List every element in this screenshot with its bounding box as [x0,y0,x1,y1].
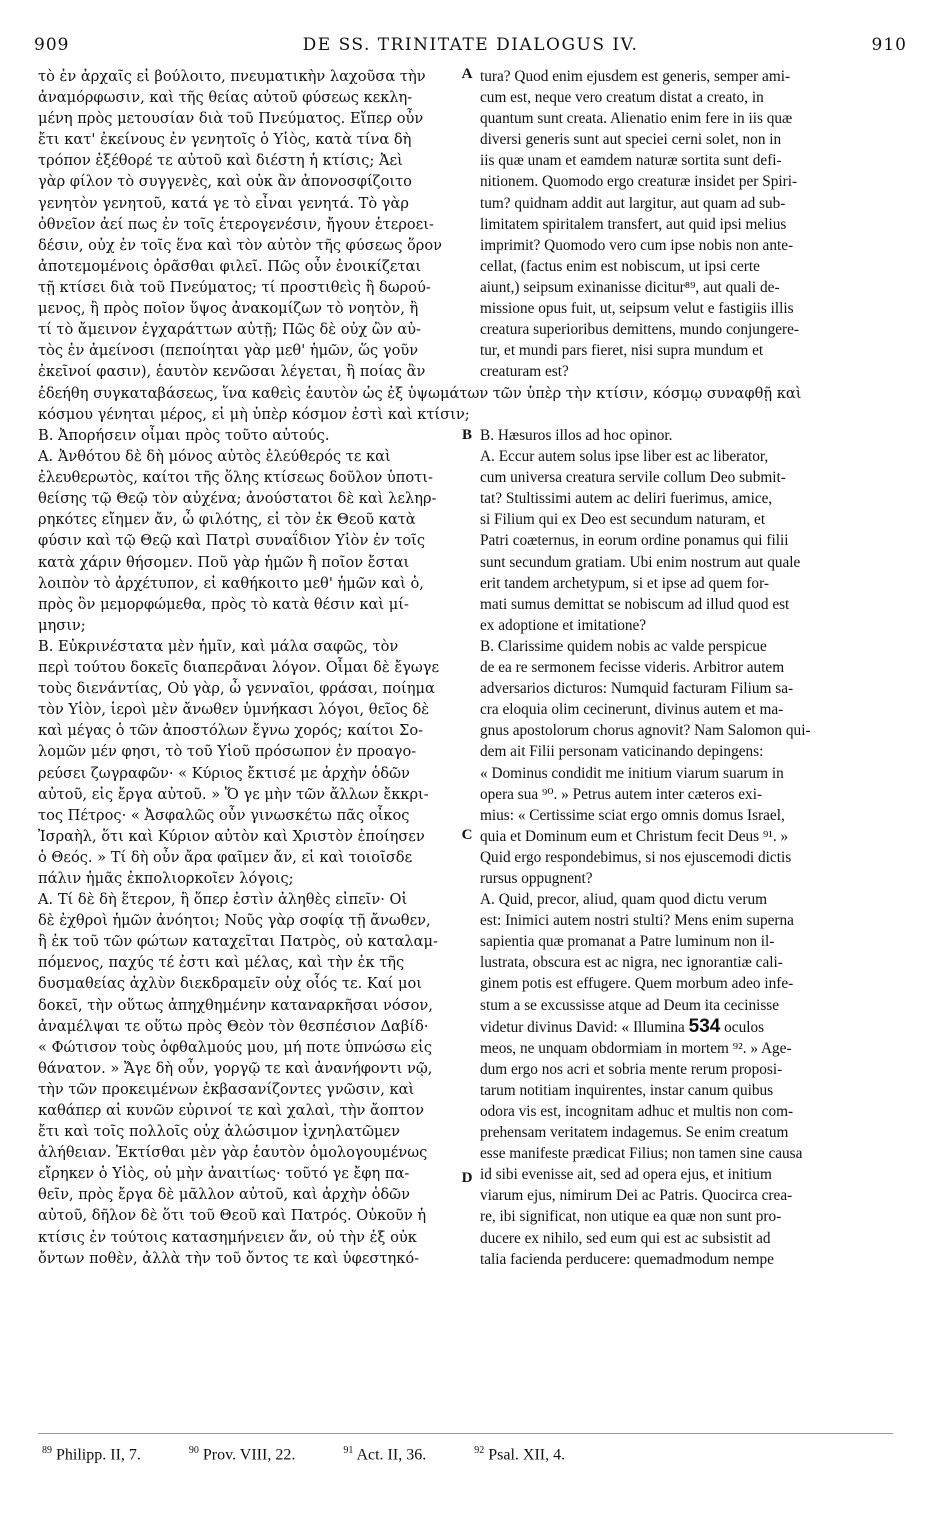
latin-text-line: imprimit? Quomodo vero cum ipse nobis non ante- [480,236,794,254]
latin-column-top [480,66,893,382]
latin-text-line: Quid ergo respondebimus, si nos ejuscemodi dictis [480,848,792,866]
footnote-number: 92 [474,1445,485,1456]
footnote-number: 90 [188,1445,199,1456]
latin-text-line: A. Quid, precor, aliud, quam quod dictu verum [480,891,767,909]
latin-text-line: est: Inimici autem nostri stulti? Mens enim superna [480,912,794,930]
latin-text-line: rursus oppugnent? [480,869,593,887]
greek-text-line: τοὺς διενάντίας, Οὐ γὰρ, ὦ γενναῖοι, φράσαι, ποίημα [38,680,435,698]
greek-text-line: τὴν τῶν προκειμένων ἐκβασανίζοντες γνῶσιν, καὶ [38,1080,415,1098]
greek-text-line: « Φώτισον τοὺς ὀφθαλμούς μου, μή ποτε ὑπνώσω εἰς [38,1038,433,1056]
latin-text-line: tat? Stultissimi autem ac deliri fuerimus, amice, [480,490,773,508]
latin-text-line: « Dominus condidit me initium viarum suarum in [480,764,784,782]
latin-text-line: cum est, neque vero creatum distat a creato, in [480,89,764,107]
greek-text-line: τὸ ἐν ἀρχαῖς εἰ βούλοιτο, πνευματικὴν λαχοῦσα τὴν [38,68,426,85]
latin-text-line: re, ibi significat, non utique ea quæ non sunt pro- [480,1208,782,1226]
latin-text-line: tura? Quod enim ejusdem est generis, semper ami- [480,68,791,85]
greek-text-line: λομῶν μέν φησι, τὸ τοῦ Υἱοῦ πρόσωπον ἐν προαγο- [38,743,417,761]
latin-text-line: dem ait Filii personam vaticinando depingens: [480,743,764,761]
latin-text-line: nitionem. Quomodo ergo creaturæ insidet per Spiri- [480,173,798,191]
latin-text-line: B. Hæsuros illos ad hoc opinor. [480,427,673,444]
latin-text-line: stum a se excussisse atque ad Deum ita cecinisse [480,996,780,1014]
latin-text-line: cra eloquia olim cecinerunt, divinus autem et ma- [480,701,784,719]
greek-text-line: μένη πρὸς μετουσίαν διὰ τοῦ Πνεύματος. Εἴπερ οὖν [38,110,424,128]
greek-text-line: ρηκότες εἴημεν ἄν, ὦ φιλότης, εἰ τὸν ἐκ Θεοῦ κατὰ [38,511,416,529]
latin-text-line: mius: « Certissime sciat ergo omnis domus Israel, [480,806,785,824]
section-marker-c: C [461,827,473,843]
greek-text-line: αὐτοῦ, εἰς ἔργα αὐτοῦ. » Ὅ γε μὴν τῶν ἄλλων ἔκκρι- [38,785,429,803]
greek-text-line: γενητὸν γενητοῦ, κατά γε τὸ εἶναι γενητά. Τὸ γὰρ [38,194,409,212]
latin-text-line [480,1016,893,1038]
greek-text-line: ἔτι καὶ τοῖς πολλοῖς οὐχ ἁλώσιμον ἰχνηλατῶμεν [38,1123,400,1141]
greek-text-line: ὄντων ποθὲν, ἀλλὰ τὴν τοῦ ὄντος τε καὶ ὑφεστηκό- [38,1249,420,1267]
greek-text-line: δέσιν, οὐχ ἐν τοῖς ἕνα καὶ τὸν αὐτὸν τῆς φύσεως ὅρον [38,236,443,254]
greek-text-line: θείσης τῷ Θεῷ τὸν αὐχένα; ἀνούστατοι δὲ καὶ λεληρ- [38,490,437,508]
latin-text-fragment: oculos [724,1018,765,1036]
greek-text-line: ἢ ἐκ τοῦ τῶν φώτων καταχεῖται Πατρὸς, οὐ καταλαμ- [38,933,438,951]
greek-text-line: φύσιν καὶ τῷ Θεῷ καὶ Πατρὶ συναΐδιον Υἱὸν ἐν τοῖς [38,532,426,550]
column-number: 534 [688,1015,721,1037]
latin-text-line: cellat, (factus enim est nobiscum, ut ipsi certe [480,257,760,275]
footnote-text: Act. II, 36. [356,1446,427,1464]
greek-text-line: A. Τί δὲ δὴ ἕτερον, ἢ ὅπερ ἐστὶν ἀληθὲς εἰπεῖν· Οἱ [38,891,408,909]
running-header [34,32,907,58]
latin-text-line: prehensam veritatem indagemus. Se enim creatum [480,1124,789,1142]
latin-text-line: tarum notitiam inquirentes, instar canum quibus [480,1081,774,1099]
greek-text-line: ἐλευθερωτὸς, καίτοι τῆς ὅλης κτίσεως δοῦλον ὑποτι- [38,469,433,487]
footnote [42,1445,141,1464]
footnote-text: Psal. XII, 4. [488,1446,566,1464]
greek-text-line: ἐκεῖνοί φασιν), ἑαυτὸν κενῶσαι λέγεται, ἢ ποίας ἂν [38,363,426,381]
greek-text-line: τὸν Υἱὸν, ἱεροὶ μὲν ἄνωθεν ὑμνήκασι λόγοι, θεῖος δὲ [38,701,430,719]
greek-text-line: θάνατον. » Ἄγε δὴ οὖν, γοργῷ τε καὶ ἀνανήφοντι νῷ, [38,1059,433,1077]
latin-text-line: ex adoptione et imitatione? [480,616,647,634]
greek-text-line: πάλιν ἡμᾶς ἐκπολιορκοῖεν λόγοις; [38,869,294,887]
latin-text-line: limitatem spiritalem transfert, aut quid ipsi melius [480,215,787,233]
footnote-number: 91 [343,1445,354,1456]
latin-text-line: opera sua ⁹⁰. » Petrus autem inter cæteros exi- [480,785,763,803]
spanning-line-1: ἐδεήθη συγκαταβάσεως, ἵνα καθεὶς ἑαυτὸν ὡς ἐξ ὑψωμάτων τῶν ὑπὲρ τὴν κτίσιν, κόσμῳ συναφθῇ καὶ [38,385,802,402]
greek-text-line: Ἰσραὴλ, ὅτι καὶ Κύριον αὐτὸν καὶ Χριστὸν ἐποίησεν [38,827,425,845]
greek-text-line: ἀποτεμομένοις ὁρᾶσθαι φιλεῖ. Πῶς οὖν ἐνοικίζεται [38,257,422,275]
greek-text-line: A. Ἀνθότου δὲ δὴ μόνος αὐτὸς ἐλεύθερός τε καὶ [38,448,391,466]
section-marker-b: B [461,427,472,443]
greek-text-line: αὐτοῦ, δῆλον δὲ ὅτι τοῦ Θεοῦ καὶ Πατρός. Οὐκοῦν ἡ [38,1207,427,1225]
greek-text-line: θεῖν, πρὸς ἔργα δὲ μᾶλλον αὐτοῦ, καὶ ἀρχὴν ὁδῶν [38,1186,410,1204]
latin-text-line: quantum sunt creata. Alienatio enim fere in iis quæ [480,110,793,128]
greek-text-line: δοκεῖ, τὴν οὕτως ἀπηχθημένην καταναρκῆσαι νόσον, [38,996,433,1014]
latin-text-line: mati sumus demittat se nobiscum ad illud quod est [480,595,790,613]
latin-text-line: ginem potis est effugere. Quem morbum adeo infe- [480,975,794,993]
footnote-rule [38,1433,893,1434]
greek-text-line: δυσμαθείας ἀχλὺν διεκδραμεῖν οὐχ οἷός τε. Καί μοι [38,975,422,993]
latin-text-line: adversarios dicturos: Numquid facturam Filium sa- [480,680,794,698]
greek-text-line: κτίσις ἐν τούτοις κατασημήνειεν ἄν, οὐ τὴν ἐξ οὐκ [38,1228,417,1246]
greek-text-line: B. Ἀπορήσειν οἶμαι πρὸς τοῦτο αὐτούς. [38,427,330,444]
footnote [189,1445,295,1464]
footnote-text: Prov. VIII, 22. [202,1446,296,1464]
greek-text-line: δὲ ἐχθροὶ ἡμῶν ἀνόητοι; Νοῦς γὰρ σοφίᾳ τῇ ἄνωθεν, [38,912,431,930]
greek-text-line: ἀναμέλψαι τε οὕτω πρὸς Θεὸν τὸν θεσπέσιον Δαβίδ· [38,1017,429,1035]
greek-text-line: τί τὸ ἄμεινον ἐγχαράττων αὐτῇ; Πῶς δὲ οὐχ ὢν αὐ- [38,321,421,339]
left-page-number: 909 [34,35,70,55]
latin-column-bottom [480,425,893,1270]
greek-text-line: περὶ τούτου δοκεῖς διαπερᾶναι λόγον. Οἶμαι δὲ ἔγωγε [38,659,440,677]
latin-text-line: Patri coæternus, in eorum ordine ponamus qui filii [480,532,789,550]
greek-text-line: εἴρηκεν ὁ Υἱὸς, οὐ μὴν ἀναιτίως· τοῦτό γε ἔφη πα- [38,1165,410,1183]
footnote [474,1445,565,1464]
latin-text-line: tum? quidnam addit aut largitur, aut quam ad sub- [480,194,786,212]
latin-text-line: cum universa creatura servile collum Deo submit- [480,469,786,487]
greek-text-line: ὁ Θεός. » Τί δὴ οὖν ἄρα φαῖμεν ἄν, εἰ καὶ τοιοῖσδε [38,848,413,866]
footnote [343,1445,426,1464]
greek-text-line: B. Εὐκρινέστατα μὲν ἡμῖν, καὶ μάλα σαφῶς, τὸν [38,637,399,655]
greek-text-line: καὶ μέγας ὁ τῶν ἀποστόλων ἔγνω χορός; καίτοι Σο- [38,722,424,740]
greek-column-top [38,66,460,382]
spanning-line-2: κόσμου γένηται μέρος, εἰ μὴ ὑπὲρ κόσμον ἐστὶ καὶ κτίσιν; [38,406,470,423]
greek-text-line: γὰρ φίλον τὸ συγγενὲς, καὶ οὐκ ἂν ἀπονοσφίζοιτο [38,173,412,191]
greek-text-line: πόμενος, παχύς τέ ἐστι καὶ μέλας, καὶ τὴν ἐκ τῆς [38,954,405,972]
latin-text-line: erit tandem archetypum, si et ipse ad quem for- [480,574,769,592]
latin-text-line: creaturam est? [480,363,569,381]
greek-text-line: καθάπερ αἱ κυνῶν εὐρινοί τε καὶ χαλαὶ, τὴν ἄοπτον [38,1102,424,1119]
greek-text-line: τὸς ἐν ἀμείνοσι (πεποίηται γὰρ μεθ' ἡμῶν, ὥς γοῦν [38,342,419,360]
latin-text-line: odora vis est, incognitam adhuc et multis non com- [480,1103,794,1120]
latin-text-line: dum ergo nos acri et sobria mente rerum proposi- [480,1060,783,1078]
latin-text-line: gnus apostolorum chorus agnovit? Nam Salomon qui- [480,722,811,740]
latin-text-line: creatura superioribus demittens, mundo conjungere- [480,321,800,339]
latin-text-line: sapientia quæ promanat a Patre luminum non il- [480,933,775,951]
latin-text-line: missione opus fuit, ut, seipsum velut e fastigiis illis [480,300,794,318]
latin-text-line: talia facienda perducere: quemadmodum nempe [480,1250,774,1268]
section-marker-d: D [461,1170,473,1186]
latin-text-line: sunt secundum gratiam. Ubi enim nostrum aut quale [480,553,801,571]
greek-text-line: ἔτι κατ' ἐκείνους ἐν γενητοῖς ὁ Υἱὸς, κατὰ τίνα δὴ [38,131,412,149]
greek-text-line: ἀλήθειαν. Ἐκτίσθαι μὲν γὰρ ἑαυτὸν ὁμολογουμένως [38,1144,428,1162]
latin-text-line: de ea re sermonem fecisse videris. Arbitror autem [480,659,785,677]
greek-text-line: πρὸς ὃν μεμορφώμεθα, πρὸς τὸ κατὰ θέσιν καὶ μί- [38,595,409,613]
latin-text-line: meos, ne unquam obdormiam in mortem ⁹². » Age- [480,1039,792,1057]
latin-text-line: A. Eccur autem solus ipse liber est ac liberator, [480,448,769,466]
greek-text-line: τῇ κτίσει διὰ τοῦ Πνεύματος; τί προστιθεὶς ἢ δωρού- [38,278,431,296]
latin-text-line: aiunt,) seipsum exinanisse dicitur⁸⁹, aut quali de- [480,278,780,296]
greek-text-line: τρόπον ἐξέθορέ τε αὐτοῦ καὶ διέστη ἡ κτίσις; Ἀεὶ [38,152,403,170]
latin-text-line: id sibi evenisse ait, sed ad opera ejus, et initium [480,1166,772,1184]
footnote-text: Philipp. II, 7. [56,1446,141,1464]
section-marker-a: A [461,66,473,82]
greek-text-line: τος Πέτρος· « Ἀσφαλῶς οὖν γινωσκέτω πᾶς οἶκος [38,806,410,824]
latin-text-line: lustrata, obscura est ac nigra, nec ignorantiæ cali- [480,954,783,972]
latin-text-line: ducere ex nihilo, sed eum qui est ac subsistit ad [480,1229,771,1247]
right-page-number: 910 [871,35,907,55]
greek-text-line: μησιν; [38,616,86,634]
greek-text-line: λοιπὸν τὸ ἀρχέτυπον, εἰ καθήκοιτο μεθ' ἡμῶν καὶ ὁ, [38,574,424,592]
greek-text-line: ρεύσει ζωγραφῶν· « Κύριος ἔκτισέ με ἀρχὴν ὁδῶν [38,764,410,782]
latin-text-line: B. Clarissime quidem nobis ac valde perspicue [480,637,767,655]
latin-text-line: tur, et mundi pars fieret, nisi supra mundum et [480,342,764,360]
greek-text-line: κατὰ χάριν θήσομεν. Ποῦ γὰρ ἡμῶν ἢ ποῖον ἔσται [38,553,410,571]
footnote-number: 89 [42,1445,52,1456]
latin-text-line: iis quæ unam et eamdem naturæ sortita sunt defi- [480,152,782,170]
footnotes [42,1445,902,1464]
greek-text-line: ἀναμόρφωσιν, καὶ τῆς θείας αὐτοῦ φύσεως κεκλη- [38,89,413,107]
greek-text-line: ὀθνεῖον ἀεί πως ἐν τοῖς ἑτερογενέσιν, ἤγουν ἑτεροει- [38,215,434,233]
latin-text-fragment: videtur divinus David: « Illumina [480,1018,685,1036]
running-title: DE SS. TRINITATE DIALOGUS IV. [302,35,639,55]
latin-text-line: quia et Dominum eum et Christum fecit Deus ⁹¹. » [480,827,789,845]
latin-text-line: esse manifeste prædicat Filius; non tamen sine causa [480,1145,803,1163]
greek-text-line: μενος, ἢ πρὸς ποῖον ὕψος ἀνακομίζων τὸ νοητὸν, ἢ [38,300,419,318]
latin-text-line: si Filium qui ex Deo est secundum naturam, et [480,511,766,529]
greek-column-bottom [38,425,460,1269]
latin-text-line: viarum ejus, nimirum Dei ac Patris. Quocirca crea- [480,1187,793,1205]
latin-text-line: diversi generis sunt aut speciei cerni solet, non in [480,131,782,149]
